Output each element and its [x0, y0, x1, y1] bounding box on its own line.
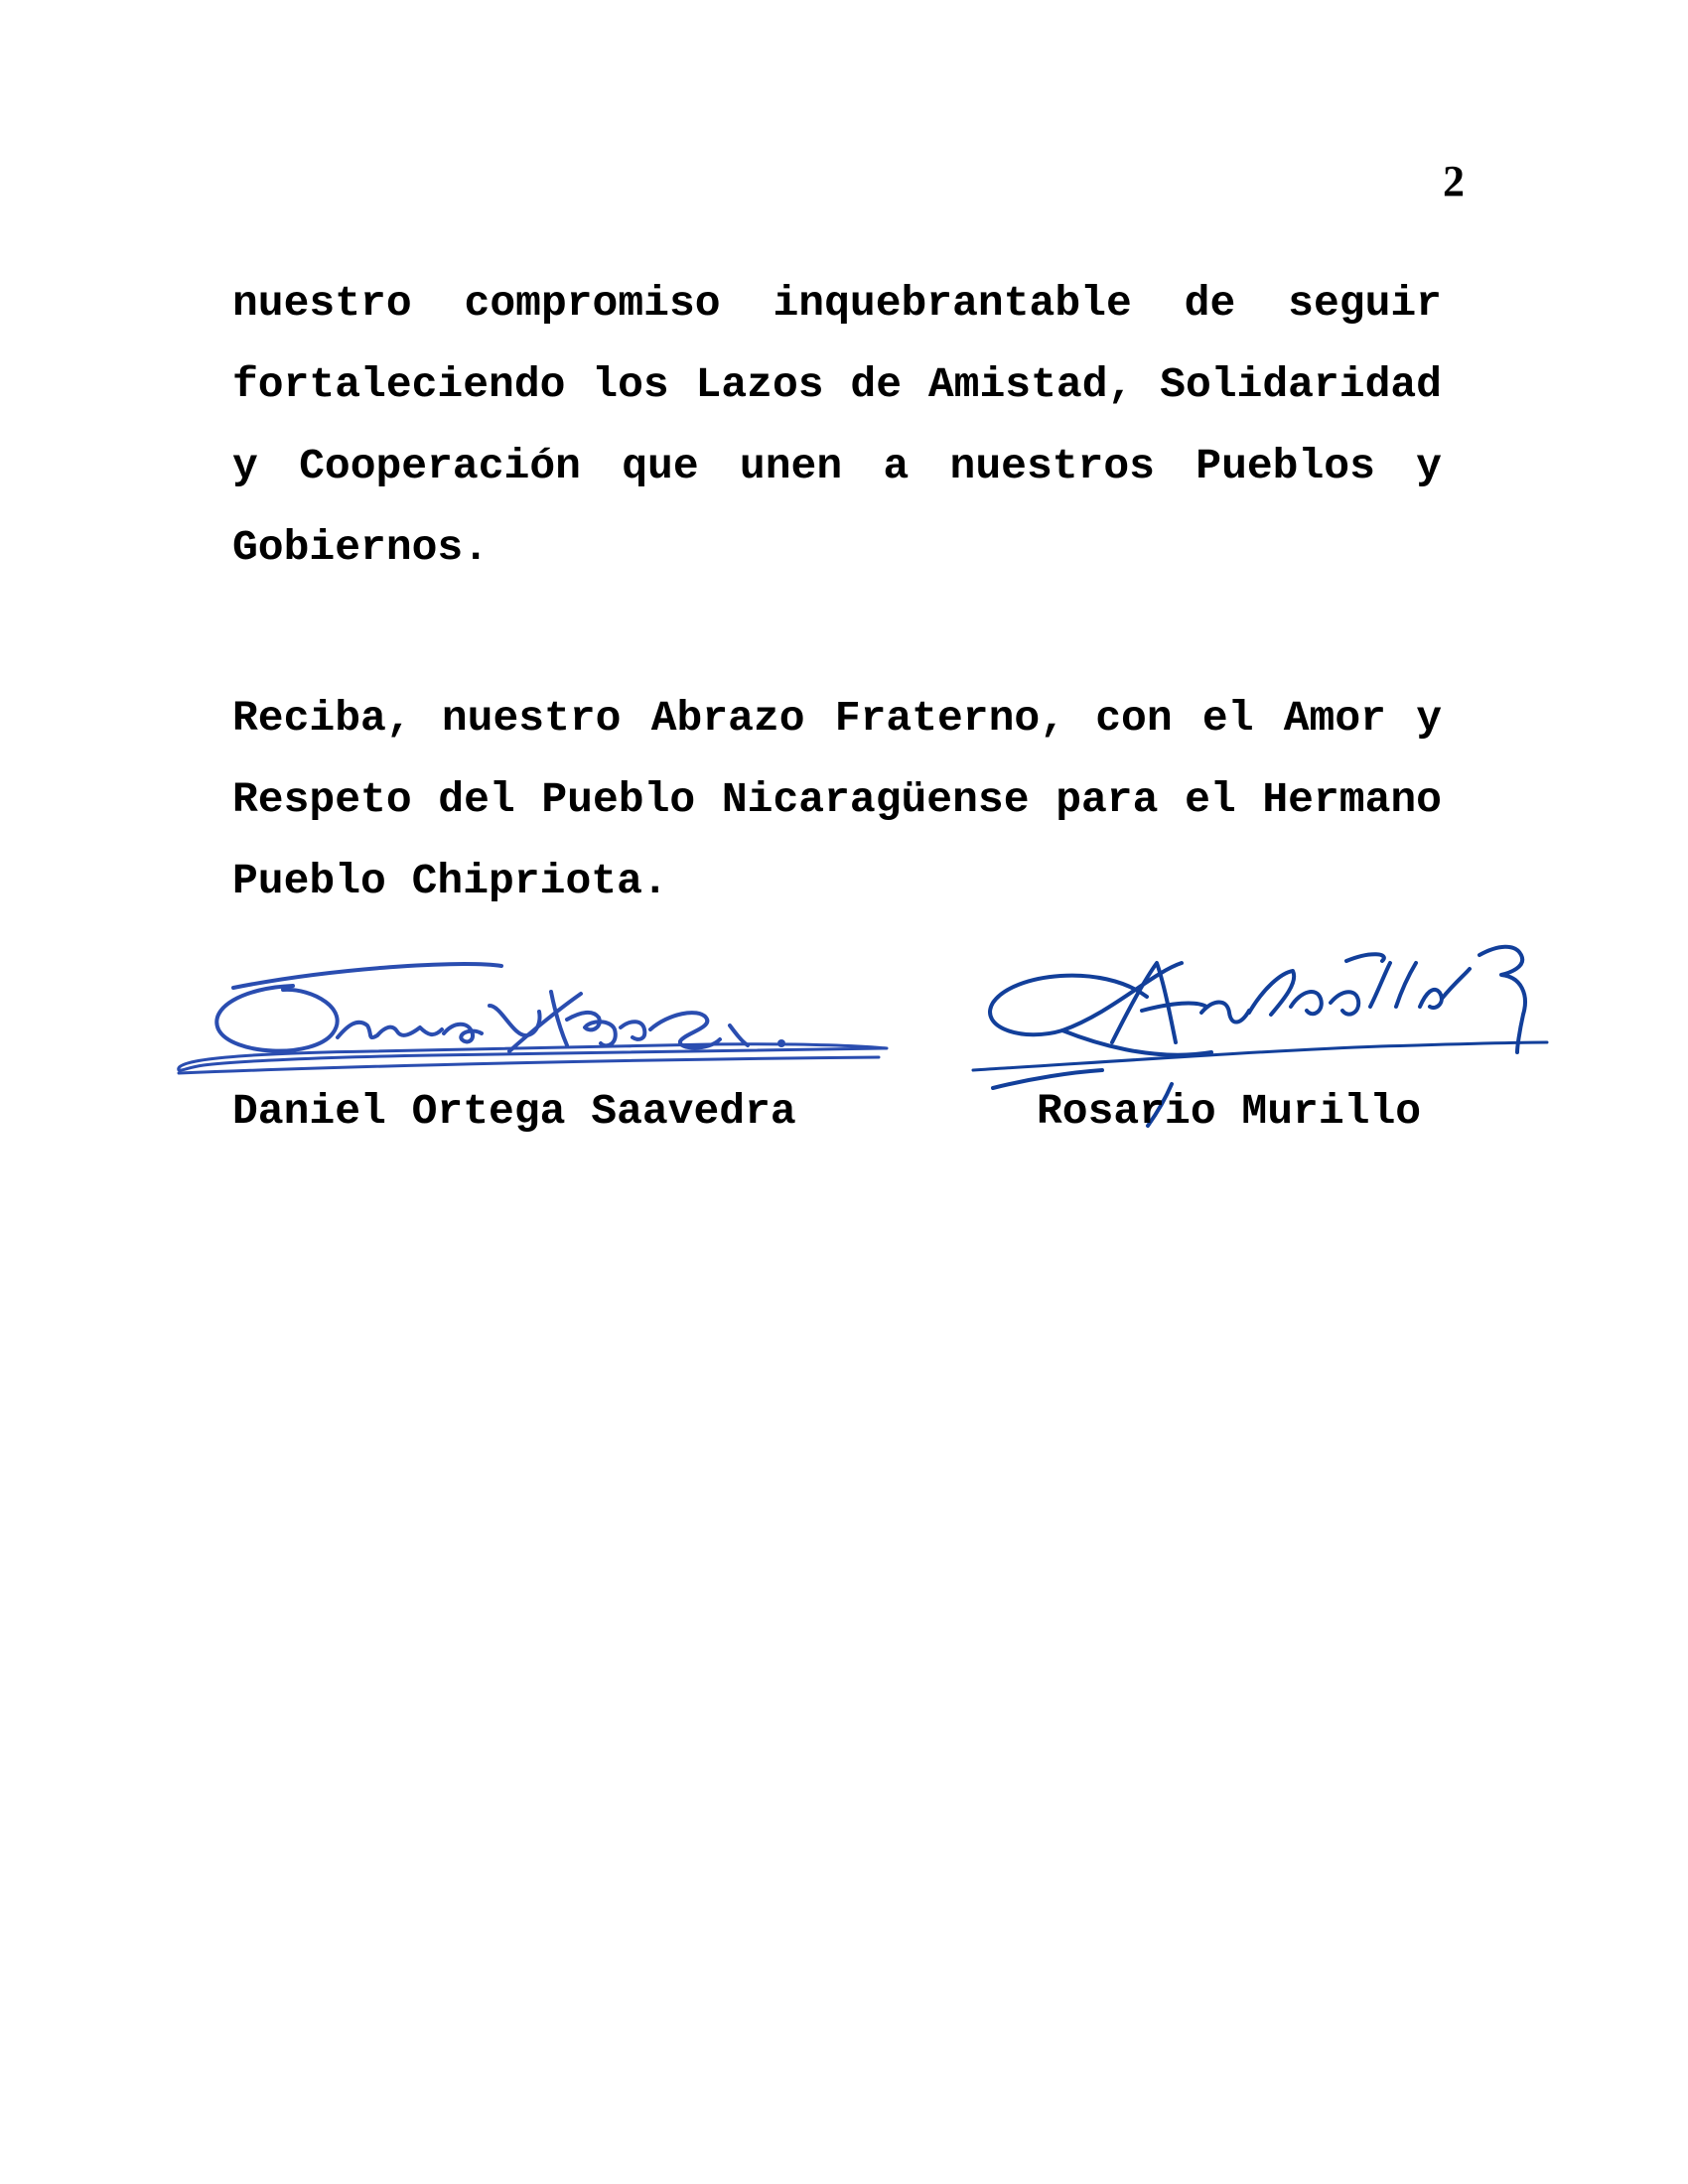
- signatory-name-1: Daniel Ortega Saavedra: [232, 1087, 796, 1136]
- body-paragraph-2: Reciba, nuestro Abrazo Fraterno, con el Amor y Respeto del Pueblo Nicaragüense para el Hermano Pueblo Chipriota.: [232, 694, 1442, 905]
- signature-daniel-ortega: [174, 948, 909, 1097]
- signatory-name-2: Rosario Murillo: [1037, 1087, 1422, 1136]
- body-paragraph-1: nuestro compromiso inquebrantable de seguir fortaleciendo los Lazos de Amistad, Solidaridad y Cooperación que unen a nuestros Pueblos y Gobiernos.: [232, 279, 1442, 572]
- page-number: 2: [1443, 157, 1465, 205]
